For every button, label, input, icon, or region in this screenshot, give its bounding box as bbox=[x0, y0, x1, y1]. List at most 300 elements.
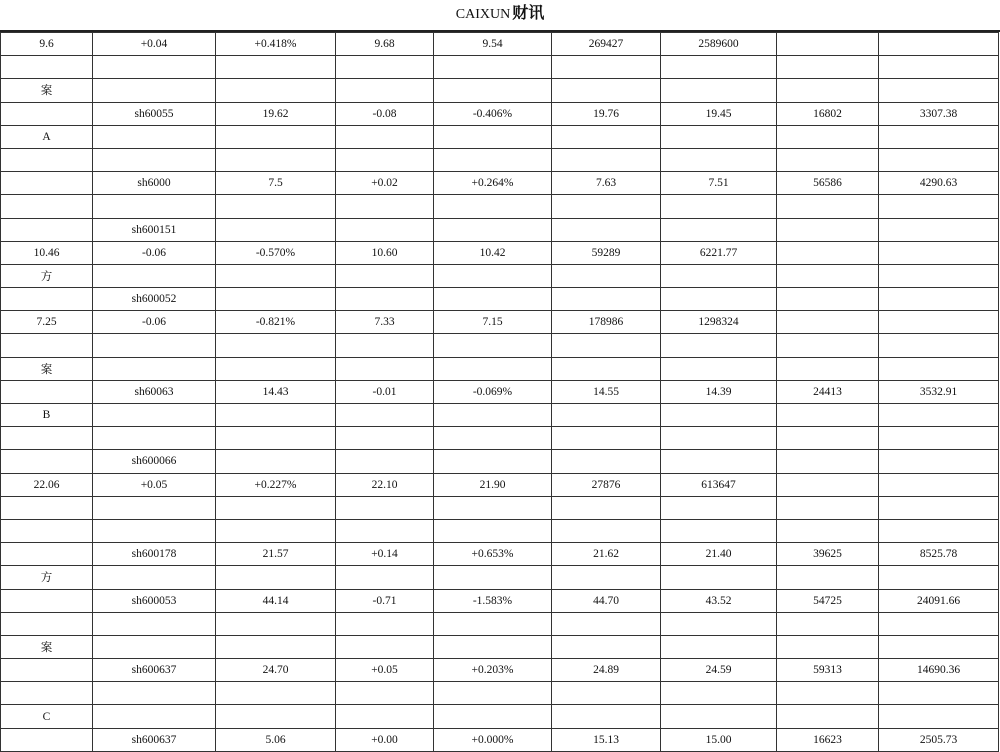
table-cell bbox=[336, 612, 434, 635]
table-cell bbox=[879, 635, 999, 658]
table-cell: 7.33 bbox=[336, 311, 434, 334]
table-cell bbox=[1, 172, 93, 195]
table-row bbox=[1, 125, 999, 148]
table-cell bbox=[661, 450, 777, 473]
table-row bbox=[1, 288, 999, 311]
table-cell bbox=[552, 218, 661, 241]
table-row bbox=[1, 543, 999, 566]
table-cell bbox=[336, 195, 434, 218]
table-cell bbox=[93, 56, 216, 79]
table-cell: sh600066 bbox=[93, 450, 216, 473]
table-cell bbox=[661, 612, 777, 635]
table-cell bbox=[216, 496, 336, 519]
table-cell bbox=[661, 334, 777, 357]
table-cell bbox=[434, 357, 552, 380]
table-cell: 4290.63 bbox=[879, 172, 999, 195]
table-cell bbox=[336, 288, 434, 311]
table-cell: 613647 bbox=[661, 473, 777, 496]
table-cell bbox=[434, 519, 552, 542]
table-cell bbox=[216, 427, 336, 450]
quote-table bbox=[0, 32, 999, 752]
table-cell bbox=[777, 450, 879, 473]
table-cell bbox=[552, 125, 661, 148]
table-cell: 16623 bbox=[777, 728, 879, 751]
table-cell bbox=[552, 635, 661, 658]
table-cell bbox=[879, 682, 999, 705]
table-cell bbox=[552, 705, 661, 728]
table-cell: 14.43 bbox=[216, 380, 336, 403]
table-cell bbox=[1, 288, 93, 311]
table-cell bbox=[879, 264, 999, 287]
table-cell: 178986 bbox=[552, 311, 661, 334]
table-cell bbox=[777, 519, 879, 542]
table-row bbox=[1, 33, 999, 56]
table-cell: sh600637 bbox=[93, 659, 216, 682]
table-cell bbox=[661, 427, 777, 450]
table-cell: 5.06 bbox=[216, 728, 336, 751]
table-cell bbox=[93, 148, 216, 171]
table-cell: sh60055 bbox=[93, 102, 216, 125]
table-cell: 6221.77 bbox=[661, 241, 777, 264]
table-cell: 15.13 bbox=[552, 728, 661, 751]
table-cell: +0.14 bbox=[336, 543, 434, 566]
table-cell bbox=[434, 148, 552, 171]
table-cell bbox=[661, 682, 777, 705]
table-cell bbox=[216, 218, 336, 241]
brand-chinese: 财讯 bbox=[512, 5, 545, 22]
table-cell bbox=[879, 427, 999, 450]
table-cell: A bbox=[1, 125, 93, 148]
table-cell bbox=[879, 125, 999, 148]
table-cell bbox=[1, 102, 93, 125]
table-cell: -0.570% bbox=[216, 241, 336, 264]
table-cell bbox=[216, 148, 336, 171]
table-cell bbox=[336, 682, 434, 705]
table-cell bbox=[1, 612, 93, 635]
table-cell bbox=[1, 450, 93, 473]
table-cell bbox=[777, 56, 879, 79]
table-row bbox=[1, 218, 999, 241]
table-row bbox=[1, 311, 999, 334]
table-cell: 14690.36 bbox=[879, 659, 999, 682]
table-cell bbox=[216, 450, 336, 473]
table-cell bbox=[552, 519, 661, 542]
table-cell: -0.06 bbox=[93, 241, 216, 264]
table-cell bbox=[336, 148, 434, 171]
table-cell bbox=[336, 566, 434, 589]
table-cell bbox=[1, 56, 93, 79]
table-cell bbox=[661, 125, 777, 148]
table-cell bbox=[336, 519, 434, 542]
table-cell bbox=[93, 357, 216, 380]
table-cell: -0.069% bbox=[434, 380, 552, 403]
table-cell bbox=[336, 218, 434, 241]
table-row bbox=[1, 148, 999, 171]
table-cell bbox=[661, 264, 777, 287]
table-cell bbox=[879, 334, 999, 357]
table-row bbox=[1, 241, 999, 264]
table-cell: 15.00 bbox=[661, 728, 777, 751]
table-cell: 43.52 bbox=[661, 589, 777, 612]
table-cell: 10.46 bbox=[1, 241, 93, 264]
table-cell: 22.06 bbox=[1, 473, 93, 496]
table-cell: 44.14 bbox=[216, 589, 336, 612]
table-cell: 7.15 bbox=[434, 311, 552, 334]
table-cell bbox=[216, 566, 336, 589]
table-cell: 24413 bbox=[777, 380, 879, 403]
table-row bbox=[1, 682, 999, 705]
table-cell bbox=[336, 496, 434, 519]
table-cell bbox=[336, 450, 434, 473]
table-cell bbox=[336, 705, 434, 728]
table-cell bbox=[434, 56, 552, 79]
table-cell: +0.02 bbox=[336, 172, 434, 195]
table-cell bbox=[216, 264, 336, 287]
table-row bbox=[1, 566, 999, 589]
table-cell bbox=[1, 682, 93, 705]
table-cell bbox=[879, 195, 999, 218]
table-cell bbox=[777, 334, 879, 357]
table-cell bbox=[879, 566, 999, 589]
table-cell bbox=[216, 56, 336, 79]
table-cell bbox=[777, 404, 879, 427]
table-cell bbox=[216, 79, 336, 102]
table-cell bbox=[879, 404, 999, 427]
table-cell bbox=[216, 334, 336, 357]
table-cell: +0.418% bbox=[216, 33, 336, 56]
table-cell bbox=[434, 334, 552, 357]
table-cell: 3532.91 bbox=[879, 380, 999, 403]
table-cell bbox=[216, 682, 336, 705]
table-cell bbox=[879, 56, 999, 79]
table-cell bbox=[216, 288, 336, 311]
table-cell: B bbox=[1, 404, 93, 427]
table-cell bbox=[661, 218, 777, 241]
table-cell bbox=[777, 311, 879, 334]
table-row bbox=[1, 172, 999, 195]
table-cell: sh600053 bbox=[93, 589, 216, 612]
table-cell bbox=[216, 519, 336, 542]
table-cell bbox=[434, 79, 552, 102]
table-row bbox=[1, 635, 999, 658]
table-row bbox=[1, 380, 999, 403]
table-cell bbox=[777, 496, 879, 519]
table-cell bbox=[777, 288, 879, 311]
table-cell: sh600052 bbox=[93, 288, 216, 311]
table-cell: 21.90 bbox=[434, 473, 552, 496]
table-row bbox=[1, 357, 999, 380]
table-cell bbox=[434, 496, 552, 519]
table-row bbox=[1, 427, 999, 450]
table-cell bbox=[93, 682, 216, 705]
table-cell bbox=[434, 125, 552, 148]
table-cell bbox=[336, 264, 434, 287]
table-cell bbox=[879, 311, 999, 334]
table-cell bbox=[879, 450, 999, 473]
table-cell bbox=[93, 496, 216, 519]
table-cell bbox=[93, 334, 216, 357]
table-cell: 16802 bbox=[777, 102, 879, 125]
table-cell bbox=[434, 264, 552, 287]
table-cell: 24.70 bbox=[216, 659, 336, 682]
table-cell bbox=[434, 635, 552, 658]
table-cell: 21.62 bbox=[552, 543, 661, 566]
table-cell: 59289 bbox=[552, 241, 661, 264]
table-cell bbox=[1, 334, 93, 357]
table-cell bbox=[661, 496, 777, 519]
table-row bbox=[1, 79, 999, 102]
table-cell bbox=[777, 357, 879, 380]
table-cell: sh600637 bbox=[93, 728, 216, 751]
table-cell: 19.76 bbox=[552, 102, 661, 125]
table-cell bbox=[552, 195, 661, 218]
table-cell: 1298324 bbox=[661, 311, 777, 334]
table-cell bbox=[434, 195, 552, 218]
table-cell bbox=[336, 79, 434, 102]
table-cell bbox=[777, 125, 879, 148]
table-row bbox=[1, 450, 999, 473]
table-cell: +0.05 bbox=[93, 473, 216, 496]
table-cell bbox=[777, 148, 879, 171]
table-cell bbox=[879, 519, 999, 542]
quote-table-body bbox=[1, 33, 999, 752]
table-cell bbox=[216, 404, 336, 427]
table-cell bbox=[661, 56, 777, 79]
table-cell bbox=[879, 241, 999, 264]
table-cell bbox=[552, 404, 661, 427]
table-cell bbox=[93, 195, 216, 218]
table-cell: 22.10 bbox=[336, 473, 434, 496]
table-row bbox=[1, 705, 999, 728]
table-cell: 269427 bbox=[552, 33, 661, 56]
table-cell bbox=[552, 427, 661, 450]
table-cell bbox=[336, 125, 434, 148]
table-cell: 19.45 bbox=[661, 102, 777, 125]
table-cell bbox=[552, 566, 661, 589]
table-row bbox=[1, 195, 999, 218]
table-cell: 7.25 bbox=[1, 311, 93, 334]
table-cell bbox=[216, 195, 336, 218]
table-cell bbox=[93, 427, 216, 450]
table-cell bbox=[661, 288, 777, 311]
table-cell bbox=[1, 195, 93, 218]
table-cell: 27876 bbox=[552, 473, 661, 496]
table-cell bbox=[93, 404, 216, 427]
table-cell: 56586 bbox=[777, 172, 879, 195]
table-cell bbox=[1, 427, 93, 450]
table-cell: 7.51 bbox=[661, 172, 777, 195]
table-cell: 44.70 bbox=[552, 589, 661, 612]
table-row bbox=[1, 612, 999, 635]
table-cell bbox=[879, 79, 999, 102]
table-cell bbox=[1, 496, 93, 519]
table-cell: 7.63 bbox=[552, 172, 661, 195]
table-cell bbox=[216, 705, 336, 728]
table-cell bbox=[93, 612, 216, 635]
table-cell: 方 bbox=[1, 264, 93, 287]
table-cell: +0.04 bbox=[93, 33, 216, 56]
table-cell bbox=[552, 496, 661, 519]
table-cell bbox=[661, 79, 777, 102]
table-cell bbox=[93, 264, 216, 287]
table-cell: +0.05 bbox=[336, 659, 434, 682]
table-cell bbox=[777, 264, 879, 287]
table-cell bbox=[93, 519, 216, 542]
table-cell bbox=[1, 589, 93, 612]
table-cell: 14.39 bbox=[661, 380, 777, 403]
table-cell: -1.583% bbox=[434, 589, 552, 612]
table-cell bbox=[434, 288, 552, 311]
table-cell: sh6000 bbox=[93, 172, 216, 195]
table-row bbox=[1, 659, 999, 682]
table-cell: 10.42 bbox=[434, 241, 552, 264]
table-cell: +0.000% bbox=[434, 728, 552, 751]
table-cell bbox=[777, 79, 879, 102]
table-cell bbox=[434, 404, 552, 427]
table-cell bbox=[879, 705, 999, 728]
table-cell: 24.59 bbox=[661, 659, 777, 682]
table-cell bbox=[216, 612, 336, 635]
table-cell: 21.57 bbox=[216, 543, 336, 566]
table-cell: 9.54 bbox=[434, 33, 552, 56]
table-cell bbox=[879, 496, 999, 519]
table-cell bbox=[661, 519, 777, 542]
table-cell: 2505.73 bbox=[879, 728, 999, 751]
table-cell bbox=[1, 728, 93, 751]
table-cell bbox=[879, 288, 999, 311]
table-cell bbox=[777, 241, 879, 264]
table-cell bbox=[661, 357, 777, 380]
table-cell bbox=[1, 148, 93, 171]
table-cell bbox=[552, 79, 661, 102]
table-cell: 21.40 bbox=[661, 543, 777, 566]
table-cell: 3307.38 bbox=[879, 102, 999, 125]
table-cell: 案 bbox=[1, 79, 93, 102]
table-cell bbox=[777, 195, 879, 218]
table-cell: 案 bbox=[1, 357, 93, 380]
table-cell bbox=[93, 705, 216, 728]
table-cell bbox=[777, 473, 879, 496]
table-cell: sh600151 bbox=[93, 218, 216, 241]
table-row bbox=[1, 102, 999, 125]
table-cell bbox=[1, 519, 93, 542]
table-cell bbox=[879, 33, 999, 56]
table-cell: 24091.66 bbox=[879, 589, 999, 612]
table-cell: 9.6 bbox=[1, 33, 93, 56]
table-cell bbox=[216, 125, 336, 148]
table-cell bbox=[552, 264, 661, 287]
table-cell: 9.68 bbox=[336, 33, 434, 56]
table-cell bbox=[434, 450, 552, 473]
table-cell: C bbox=[1, 705, 93, 728]
table-row bbox=[1, 473, 999, 496]
table-cell bbox=[777, 682, 879, 705]
table-cell: +0.227% bbox=[216, 473, 336, 496]
table-cell bbox=[552, 357, 661, 380]
table-cell bbox=[879, 148, 999, 171]
table-cell bbox=[336, 635, 434, 658]
table-row bbox=[1, 56, 999, 79]
table-cell bbox=[434, 705, 552, 728]
table-cell bbox=[1, 659, 93, 682]
table-cell bbox=[1, 380, 93, 403]
table-cell: 24.89 bbox=[552, 659, 661, 682]
table-cell: 10.60 bbox=[336, 241, 434, 264]
table-cell bbox=[661, 635, 777, 658]
table-cell: sh60063 bbox=[93, 380, 216, 403]
table-cell bbox=[216, 635, 336, 658]
table-cell: 7.5 bbox=[216, 172, 336, 195]
table-cell bbox=[552, 612, 661, 635]
table-cell: 39625 bbox=[777, 543, 879, 566]
table-cell bbox=[93, 79, 216, 102]
table-cell bbox=[879, 357, 999, 380]
table-cell: sh600178 bbox=[93, 543, 216, 566]
table-cell bbox=[1, 543, 93, 566]
table-cell bbox=[552, 334, 661, 357]
table-cell: -0.406% bbox=[434, 102, 552, 125]
table-cell bbox=[434, 218, 552, 241]
table-cell bbox=[777, 33, 879, 56]
table-row bbox=[1, 589, 999, 612]
table-cell: 案 bbox=[1, 635, 93, 658]
table-cell: -0.821% bbox=[216, 311, 336, 334]
table-cell bbox=[216, 357, 336, 380]
table-cell bbox=[879, 218, 999, 241]
table-cell bbox=[661, 404, 777, 427]
table-cell bbox=[777, 566, 879, 589]
table-cell: -0.01 bbox=[336, 380, 434, 403]
table-cell bbox=[661, 148, 777, 171]
table-cell bbox=[777, 218, 879, 241]
table-cell: 59313 bbox=[777, 659, 879, 682]
table-cell: +0.264% bbox=[434, 172, 552, 195]
table-cell: 14.55 bbox=[552, 380, 661, 403]
table-cell bbox=[777, 635, 879, 658]
table-cell: -0.08 bbox=[336, 102, 434, 125]
table-cell bbox=[552, 56, 661, 79]
table-cell bbox=[661, 705, 777, 728]
table-cell bbox=[336, 357, 434, 380]
table-cell bbox=[777, 427, 879, 450]
table-cell: 54725 bbox=[777, 589, 879, 612]
page-header bbox=[0, 0, 1000, 30]
table-cell bbox=[879, 473, 999, 496]
table-cell bbox=[661, 195, 777, 218]
table-cell bbox=[93, 566, 216, 589]
table-cell bbox=[434, 682, 552, 705]
table-cell: 19.62 bbox=[216, 102, 336, 125]
table-cell: 8525.78 bbox=[879, 543, 999, 566]
table-cell bbox=[93, 635, 216, 658]
table-cell bbox=[336, 404, 434, 427]
table-cell: +0.653% bbox=[434, 543, 552, 566]
table-cell bbox=[777, 705, 879, 728]
table-row bbox=[1, 404, 999, 427]
table-cell bbox=[336, 56, 434, 79]
table-cell: 2589600 bbox=[661, 33, 777, 56]
table-cell bbox=[93, 125, 216, 148]
table-row bbox=[1, 519, 999, 542]
table-row bbox=[1, 728, 999, 751]
table-cell: 方 bbox=[1, 566, 93, 589]
table-cell bbox=[552, 450, 661, 473]
brand-latin: CAIXUN bbox=[455, 7, 511, 22]
table-cell: +0.203% bbox=[434, 659, 552, 682]
table-cell bbox=[552, 288, 661, 311]
table-row bbox=[1, 496, 999, 519]
table-cell bbox=[336, 334, 434, 357]
